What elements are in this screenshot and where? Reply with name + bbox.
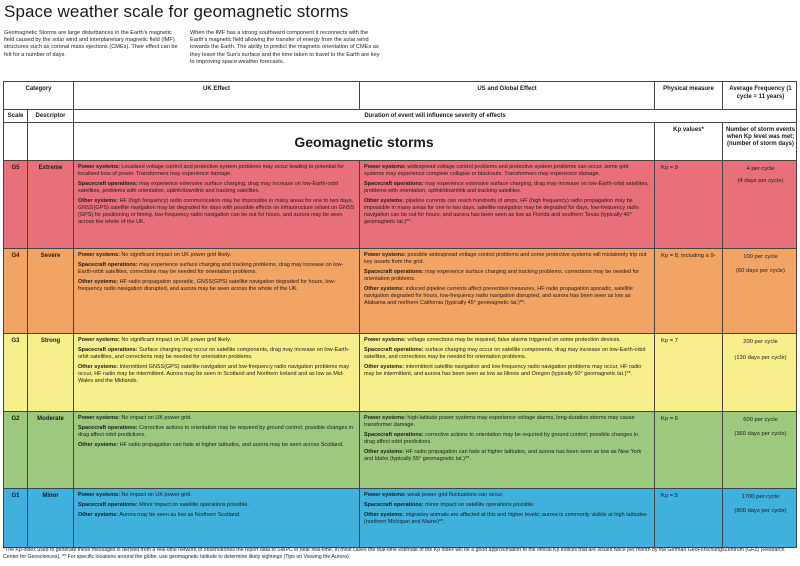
descriptor-label: Moderate: [28, 412, 74, 488]
duration-note: Duration of event will influence severity of effects: [364, 113, 506, 119]
effect-label: Power systems:: [364, 337, 406, 343]
effect-text: may experience extensive surface charging, drag may increase on low-Earth-orbit satellites, problems with orientation, uplink/downlink and tracking satellites.: [364, 181, 649, 194]
frequency-cell: [723, 489, 798, 547]
descriptor-label: Strong: [28, 334, 74, 411]
header-descriptor: Descriptor: [28, 110, 74, 122]
level-row-g5: [4, 161, 796, 249]
effect-text: Localised voltage control and protective system problems may occur leading to potential for localised loss of power. Transformers may experience damage.: [78, 164, 344, 177]
geomagnetic-storms-title: Geomagnetic storms: [74, 123, 655, 160]
footnote: *The Kp-index used to generate these messages is derived from a real-time network of observatories the report data to SWPC in near real-time. In most cases the real-time estimate of the Kp index will be a good approximation to the official Kp indices that are issued twice per month by the German GeoForschungsZentrum (GFZ) (Research Center for Geosciences). ** For specific locations around the globe, use geomagnetic latitude to determine likely sightings (Tips on Viewing the Aurora): [3, 547, 785, 560]
intro-left-text: Geomagnetic Storms are large disturbances in the Earth's magnetic field caused by the solar wind and interplanetary magnetic field (IMF) structures such as coronal mass ejections (CMEs). Their effect can be felt for a number of days.: [4, 30, 178, 58]
duration-note-cell: [74, 110, 796, 122]
effect-label: Spacecraft operations:: [364, 269, 424, 275]
header-us-effect: US and Global Effect: [360, 82, 655, 109]
descriptor-label: Severe: [28, 249, 74, 333]
effect-text: migratory animals are affected at this and higher levels; aurora is commonly visible at high latitudes (northern Michigan and Maine)**.: [364, 512, 647, 525]
page-title: Space weather scale for geomagnetic storms: [4, 2, 349, 21]
frequency-subheader: Number of storm events when Kp level was met; (number of storm days): [725, 127, 795, 148]
frequency-cell: [723, 412, 798, 488]
frequency-days: (360 days per cycle): [734, 431, 787, 437]
blank-scale-cell: [4, 123, 28, 160]
frequency-value: 600 per cycle: [743, 417, 778, 423]
effect-text: No significant impact on UK power grid likely.: [119, 337, 232, 343]
effect-label: Other systems:: [364, 286, 405, 292]
effect-label: Spacecraft operations:: [78, 425, 138, 431]
level-row-g1: [4, 489, 796, 547]
effect-text: HF radio propagation can fade at higher latitudes, and aurora has been seen as low as New York and Idaho (typically 55° geomagnetic lat.)**.: [364, 449, 642, 462]
frequency-value: 1700 per cycle: [741, 494, 780, 500]
effect-text: No significant impact on UK power grid likely.: [119, 252, 232, 258]
us-effects: [360, 412, 655, 488]
kp-value: Kp = 6: [655, 412, 723, 488]
effect-text: high-latitude power systems may experience voltage alarms, long-duration storms may cause transformer damage.: [364, 415, 635, 428]
effect-text: may experience surface charging and tracking problems, corrections may be needed for orientation problems.: [364, 269, 640, 282]
effect-label: Other systems:: [364, 512, 405, 518]
effect-label: Power systems:: [78, 252, 120, 258]
effect-label: Other systems:: [78, 198, 119, 204]
effect-label: Other systems:: [78, 442, 119, 448]
frequency-days: (60 days per cycle): [736, 268, 785, 274]
header-row: [4, 82, 796, 110]
frequency-value: 4 per cycle: [746, 166, 775, 172]
descriptor-label: Minor: [28, 489, 74, 547]
frequency-value: 100 per cycle: [743, 254, 778, 260]
header-uk-effect: UK Effect: [74, 82, 360, 109]
effect-text: HF radio propagation sporadic, GNSS(GPS) satellite navigation degraded for hours, low-frequency radio navigation disrupted, and aurora may be seen across the whole of the UK.: [78, 279, 336, 292]
effect-text: Surface charging may occur on satellite components, drag may increase on low-Earth-orbit satellites, and corrections may be needed for orientation problems.: [78, 347, 350, 360]
us-effects: [360, 161, 655, 248]
frequency-cell: [723, 161, 798, 248]
effect-label: Spacecraft operations:: [78, 181, 138, 187]
level-row-g4: [4, 249, 796, 334]
effect-text: minor impact on satellite operations possible.: [423, 502, 535, 508]
effect-label: Spacecraft operations:: [364, 347, 424, 353]
effect-text: pipeline currents can reach hundreds of amps, HF (high frequency) radio propagation may be impossible in many areas for one to two days, satellite navigation may be degraded for days, low-frequency radio navigation can be out for hours, and aurora has been seen as low as Florida and southern Texas (typically 40° geomagnetic lat.)**.: [364, 198, 639, 225]
scale-label: G5: [4, 161, 28, 248]
scale-label: G1: [4, 489, 28, 547]
effect-text: may experience surface charging and tracking problems, drag may increase on low-Earth-orbit satellites, corrections may be needed for orientation problems.: [78, 262, 344, 275]
kp-value: Kp = 8, including a 9-: [655, 249, 723, 333]
effect-text: surface charging may occur on satellite components, drag may increase on low-Earth-orbit satellites, and corrections may be needed for orientation problems.: [364, 347, 646, 360]
effect-text: Corrective actions to orientation may be required by ground control; possible changes in drag affect orbit predictions.: [78, 425, 354, 438]
effect-label: Other systems:: [78, 512, 119, 518]
kp-values-header: Kp values*: [655, 123, 723, 160]
effect-label: Other systems:: [364, 364, 405, 370]
uk-effects: [74, 249, 360, 333]
effect-label: Spacecraft operations:: [364, 502, 424, 508]
frequency-cell: [723, 334, 798, 411]
header-physical-measure: Physical measure: [655, 82, 723, 109]
effect-text: possible widespread voltage control problems and some protective systems will mistakenly trip out key assets from the grid.: [364, 252, 647, 265]
scale-table: [3, 81, 797, 548]
header-average-frequency: Average Frequency (1 cycle = 11 years): [729, 86, 792, 100]
intro-right-text: When the IMF has a strong southward component it reconnects with the Earth's magnetic field allowing the transfer of energy from the solar wind towards the Earth. The ability to predict the magnetic orientation of CMEs as they leave the Sun's surface and the time taken to travel to the Earth are key to improving space weather forecasts.: [190, 30, 380, 65]
effect-label: Power systems:: [78, 164, 120, 170]
level-row-g2: [4, 412, 796, 489]
effect-text: HF (high frequency) radio communication may be impossible in many areas for one to two days, GNSS(GPS) satellite navigation may be degraded for days with possible effects on infrastructure reliant on GNSS (GPS) for positioning or timing, low-frequency radio navigation can be out for hours, and aurora may be seen across the whole of the UK.: [78, 198, 355, 225]
effect-text: Minor impact on satellite operations possible.: [137, 502, 249, 508]
effect-text: voltage corrections may be required, false alarms triggered on some protection devices.: [405, 337, 621, 343]
title-row: [4, 123, 796, 161]
effect-text: Intermittent GNSS(GPS) satellite navigation and low-frequency radio navigation problems may occur, HF radio may be intermittent. Aurora may be seen in Scotland and Northern Ireland and as low as Mid-Wales and the Midlands.: [78, 364, 350, 384]
effect-label: Power systems:: [364, 492, 406, 498]
uk-effects: [74, 161, 360, 248]
effect-label: Spacecraft operations:: [78, 262, 138, 268]
effect-label: Spacecraft operations:: [78, 347, 138, 353]
effect-label: Spacecraft operations:: [78, 502, 138, 508]
header-scale: Scale: [4, 110, 28, 122]
us-effects: [360, 249, 655, 333]
effect-label: Spacecraft operations:: [364, 432, 424, 438]
effect-text: induced pipeline currents affect preventive measures, HF radio propagation sporadic, satellite navigation degraded for hours, low-frequency radio navigation disrupted, and aurora has been seen as low as Alabama and northern California (typically 45° geomagnetic lat.)**.: [364, 286, 633, 306]
effect-text: Aurora may be seen as low as Northern Scotland.: [118, 512, 241, 518]
effect-label: Other systems:: [364, 198, 405, 204]
kp-value: Kp = 7: [655, 334, 723, 411]
descriptor-label: Extreme: [28, 161, 74, 248]
effect-text: HF radio propagation can fade at higher latitudes, and aurora may be seen across Scotland.: [118, 442, 344, 448]
kp-value: Kp = 9: [655, 161, 723, 248]
header-category: Category: [4, 82, 74, 109]
effect-label: Other systems:: [364, 449, 405, 455]
effect-label: Other systems:: [78, 279, 119, 285]
effect-text: corrective actions to orientation may be required by ground control; possible changes in drag affect orbit predictions.: [364, 432, 638, 445]
effect-label: Power systems:: [364, 164, 406, 170]
level-row-g3: [4, 334, 796, 412]
subheader-row: [4, 110, 796, 123]
us-effects: [360, 489, 655, 547]
effect-text: intermittent satellite navigation and low-frequency radio navigation problems may occur, HF radio may be intermittent, and aurora has been seen as low as Illinois and Oregon (typically 50° geomagnetic lat.)**.: [364, 364, 642, 377]
effect-label: Power systems:: [364, 252, 406, 258]
effect-text: No impact on UK power grid.: [119, 415, 192, 421]
us-effects: [360, 334, 655, 411]
effect-text: weak power grid fluctuations can occur.: [405, 492, 504, 498]
kp-value: Kp = 5: [655, 489, 723, 547]
uk-effects: [74, 489, 360, 547]
scale-label: G2: [4, 412, 28, 488]
frequency-value: 200 per cycle: [743, 339, 778, 345]
effect-label: Power systems:: [78, 337, 120, 343]
frequency-days: (130 days per cycle): [734, 355, 787, 361]
uk-effects: [74, 334, 360, 411]
scale-label: G3: [4, 334, 28, 411]
effect-text: widespread voltage control problems and protective system problems can occur, some grid systems may experience complete collapse or blackouts. Transformers may experience damage.: [364, 164, 629, 177]
frequency-days: (4 days per cycle): [737, 178, 784, 184]
effect-label: Spacecraft operations:: [364, 181, 424, 187]
effect-label: Power systems:: [78, 415, 120, 421]
effect-label: Power systems:: [78, 492, 120, 498]
frequency-cell: [723, 249, 798, 333]
effect-label: Power systems:: [364, 415, 406, 421]
effect-label: Other systems:: [78, 364, 119, 370]
frequency-days: (900 days per cycle): [734, 508, 787, 514]
scale-label: G4: [4, 249, 28, 333]
effect-text: may experience extensive surface charging, drag may increase on low-Earth-orbit satellites, problems with orientation, uplink/downlink and tracking satellites.: [78, 181, 339, 194]
blank-desc-cell: [28, 123, 74, 160]
uk-effects: [74, 412, 360, 488]
effect-text: No impact on UK power grid.: [119, 492, 192, 498]
